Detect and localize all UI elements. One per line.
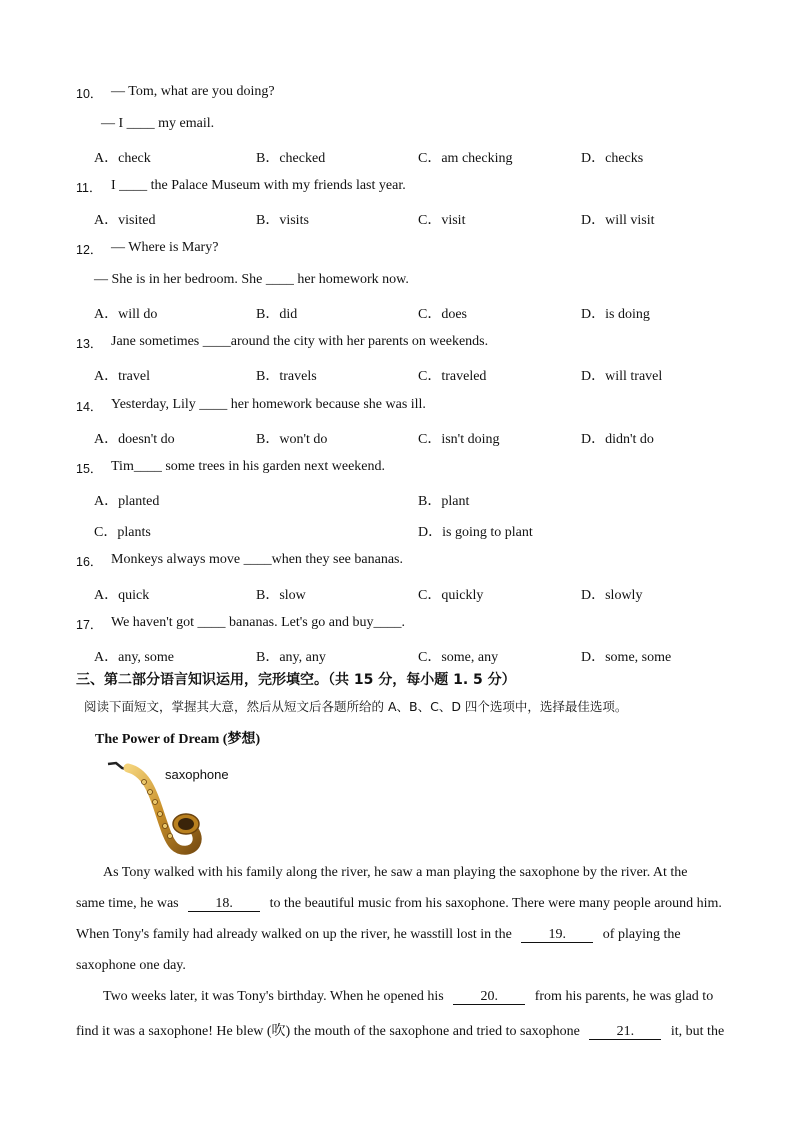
option-b[interactable]: B．travels [256,369,317,384]
paragraph-1-line-2 [76,896,722,912]
option-c[interactable]: C．plants [94,525,151,540]
question-number: 11． [76,181,102,195]
question-sub: — I ____ my email. [101,116,215,131]
question-stem: Jane sometimes ____around the city with her parents on weekends. [111,334,489,349]
option-a[interactable]: A．any, some [94,650,174,665]
question-stem: Yesterday, Lily ____ her homework because she was ill. [111,397,426,412]
question-number: 15． [76,462,103,476]
option-d[interactable]: D．didn't do [581,432,654,447]
text-segment: of playing the [602,927,681,942]
text-segment: find it was a saxophone! He blew (吹) the mouth of the saxophone and tried to saxophone [76,1024,580,1039]
text-segment: to the beautiful music from his saxophone. There were many people around him. [269,896,722,911]
question-sub: — She is in her bedroom. She ____ her homework now. [94,272,409,287]
option-a[interactable]: A．check [94,151,151,166]
paragraph-2-line-1 [103,989,713,1005]
option-a[interactable]: A．doesn't do [94,432,175,447]
paragraph-1-line-3 [76,927,681,943]
option-b[interactable]: B．plant [418,494,470,509]
question-stem: Monkeys always move ____when they see bananas. [111,552,403,567]
question-stem: — Tom, what are you doing? [111,84,275,99]
option-a[interactable]: A．will do [94,307,158,322]
paragraph-2-line-2 [76,1020,724,1040]
option-d[interactable]: D．will travel [581,369,663,384]
text-segment: When Tony's family had already walked on up the river, he wasstill lost in the [76,927,512,942]
option-c[interactable]: C．does [418,307,467,322]
option-b[interactable]: B．checked [256,151,326,166]
text-segment: same time, he was [76,896,179,911]
option-a[interactable]: A．planted [94,494,160,509]
option-d[interactable]: D．slowly [581,588,643,603]
option-d[interactable]: D．will visit [581,213,655,228]
blank-18[interactable]: 18. [188,896,260,912]
option-d[interactable]: D．is doing [581,307,650,322]
option-b[interactable]: B．did [256,307,298,322]
question-stem: — Where is Mary? [111,240,219,255]
option-d[interactable]: D．checks [581,151,644,166]
option-b[interactable]: B．won't do [256,432,328,447]
option-a[interactable]: A．travel [94,369,150,384]
question-number: 14． [76,400,103,414]
paragraph-1-line-1: As Tony walked with his family along the river, he saw a man playing the saxophone by the river. At the [103,865,688,880]
blank-19[interactable]: 19. [521,927,593,943]
option-c[interactable]: C．isn't doing [418,432,500,447]
option-c[interactable]: C．am checking [418,151,513,166]
passage-title: The Power of Dream (梦想) [95,732,261,747]
option-a[interactable]: A．visited [94,213,156,228]
question-stem: I ____ the Palace Museum with my friends last year. [111,178,406,193]
question-number: 13． [76,337,103,351]
option-c[interactable]: C．traveled [418,369,487,384]
option-c[interactable]: C．some, any [418,650,499,665]
option-d[interactable]: D．some, some [581,650,672,665]
option-b[interactable]: B．slow [256,588,306,603]
question-stem: Tim____ some trees in his garden next weekend. [111,459,385,474]
paragraph-1-line-4: saxophone one day. [76,958,186,973]
option-d[interactable]: D．is going to plant [418,525,533,540]
section-instruction: 阅读下面短文，掌握其大意，然后从短文后各题所给的 A、B、C、D 四个选项中，选择最佳选项。 [84,699,628,714]
question-number: 17． [76,618,103,632]
option-b[interactable]: B．any, any [256,650,326,665]
text-segment: Two weeks later, it was Tony's birthday. When he opened his [103,989,444,1004]
option-c[interactable]: C．visit [418,213,466,228]
blank-20[interactable]: 20. [453,989,525,1005]
figure-label: saxophone [165,767,229,782]
option-a[interactable]: A．quick [94,588,150,603]
question-stem: We haven't got ____ bananas. Let's go and buy____. [111,615,405,630]
question-number: 10． [76,87,103,101]
question-number: 12． [76,243,103,257]
question-number: 16． [76,555,103,569]
section-heading: 三、第二部分语言知识运用，完形填空。（共 15 分，每小题 1. 5 分） [76,672,516,688]
blank-21[interactable]: 21. [589,1024,661,1040]
text-segment: from his parents, he was glad to [534,989,714,1004]
text-segment: it, but the [670,1024,725,1039]
option-b[interactable]: B．visits [256,213,309,228]
option-c[interactable]: C．quickly [418,588,484,603]
